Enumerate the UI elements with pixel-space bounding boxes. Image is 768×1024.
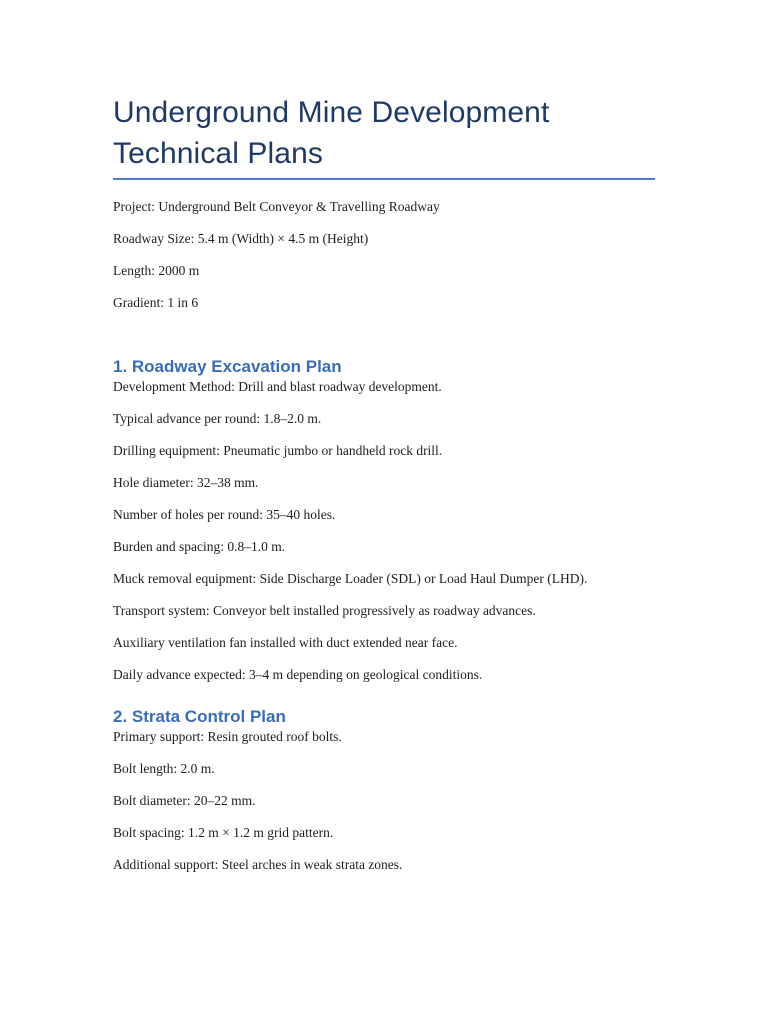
section-line: Drilling equipment: Pneumatic jumbo or handheld rock drill. [113,443,443,458]
document-title-line1: Underground Mine Development [113,96,550,129]
section-line: Additional support: Steel arches in weak strata zones. [113,857,403,872]
section-roadway-excavation [113,356,655,698]
document-page [113,92,655,888]
meta-gradient: Gradient: 1 in 6 [113,295,199,310]
section-line: Transport system: Conveyor belt installed progressively as roadway advances. [113,603,536,618]
section-line: Bolt length: 2.0 m. [113,761,215,776]
section-line: Primary support: Resin grouted roof bolts. [113,729,342,744]
meta-roadway-size: Roadway Size: 5.4 m (Width) × 4.5 m (Height) [113,231,369,246]
section-line: Auxiliary ventilation fan installed with duct extended near face. [113,635,458,650]
section-heading: 2. Strata Control Plan [113,707,286,726]
section-line: Daily advance expected: 3–4 m depending on geological conditions. [113,667,483,682]
section-line: Muck removal equipment: Side Discharge Loader (SDL) or Load Haul Dumper (LHD). [113,571,588,586]
section-line: Number of holes per round: 35–40 holes. [113,507,336,522]
section-line: Bolt spacing: 1.2 m × 1.2 m grid pattern. [113,825,334,840]
section-line: Bolt diameter: 20–22 mm. [113,793,256,808]
title-underline [113,178,655,180]
section-line: Development Method: Drill and blast roadway development. [113,379,442,394]
document-title-line2: Technical Plans [113,137,323,170]
section-line: Hole diameter: 32–38 mm. [113,475,259,490]
meta-project: Project: Underground Belt Conveyor & Travelling Roadway [113,199,440,214]
section-line: Burden and spacing: 0.8–1.0 m. [113,539,286,554]
project-meta [113,198,655,326]
section-strata-control [113,706,655,888]
section-heading: 1. Roadway Excavation Plan [113,357,342,376]
section-line: Typical advance per round: 1.8–2.0 m. [113,411,322,426]
meta-length: Length: 2000 m [113,263,200,278]
document-title [113,92,655,174]
